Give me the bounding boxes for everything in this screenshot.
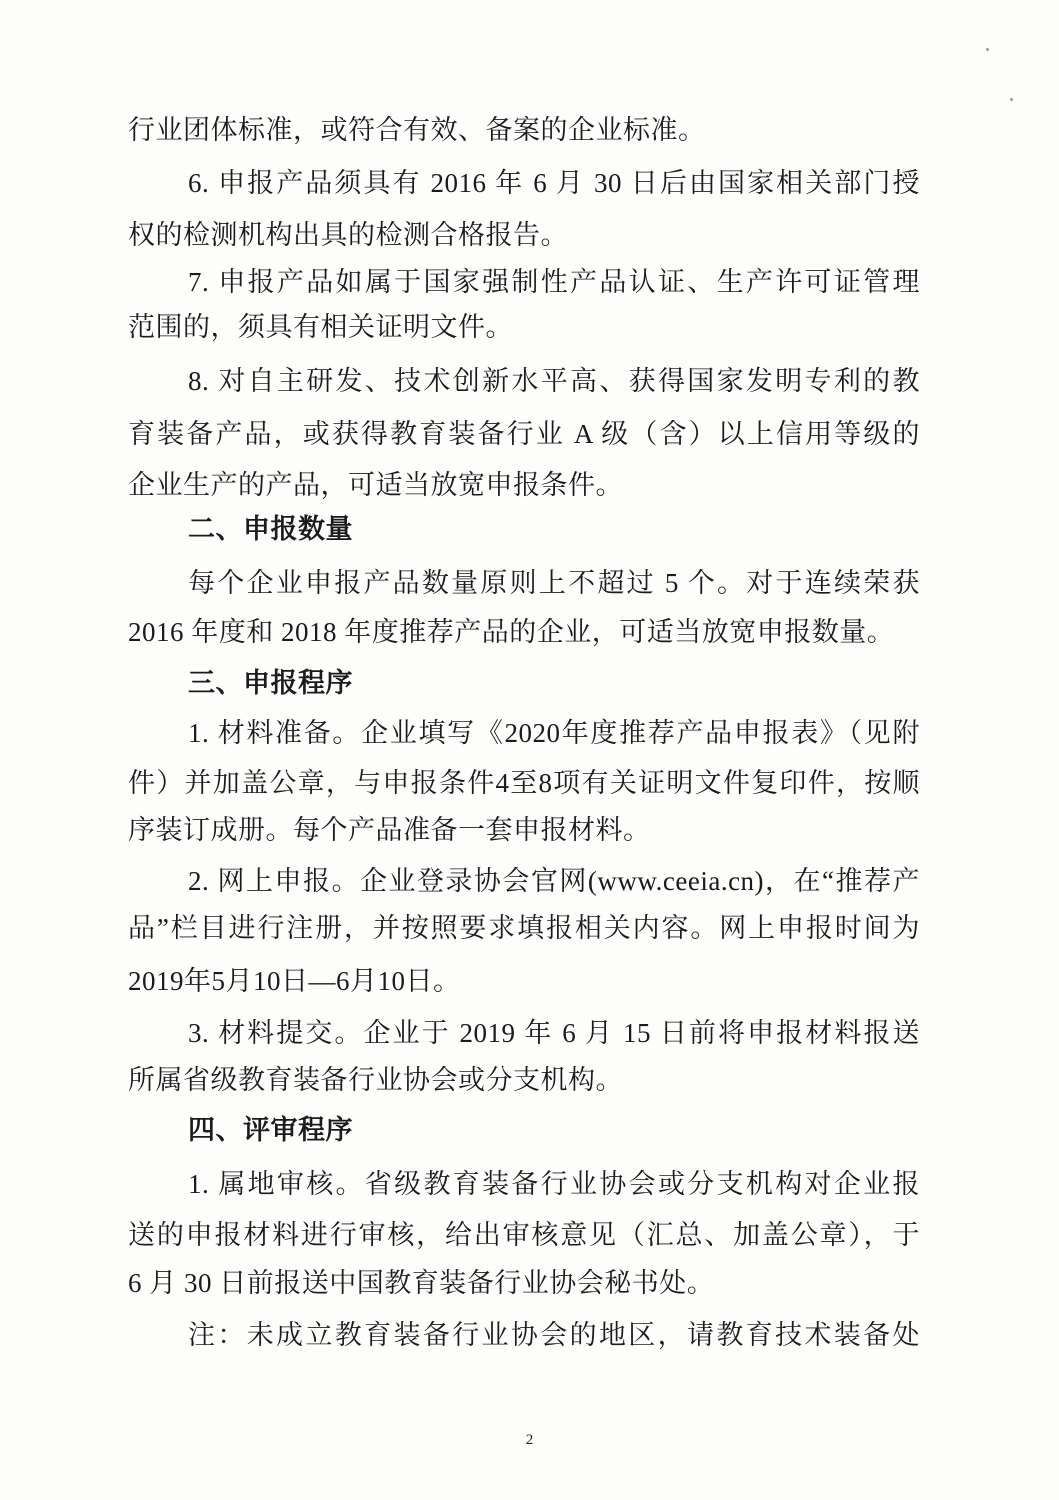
paragraph-line: 注：未成立教育装备行业协会的地区，请教育技术装备处 <box>188 1320 920 1350</box>
page-number: 2 <box>525 1432 534 1448</box>
paragraph-line: 送的申报材料进行审核，给出审核意见（汇总、加盖公章），于 <box>128 1220 920 1250</box>
paragraph-line: 企业生产的产品，可适当放宽申报条件。 <box>128 470 623 500</box>
section-heading-quantity: 二、申报数量 <box>188 514 353 545</box>
paragraph-line: 3. 材料提交。企业于 2019 年 6 月 15 日前将申报材料报送 <box>188 1018 920 1048</box>
scan-speck <box>1010 98 1013 101</box>
paragraph-line: 序装订成册。每个产品准备一套申报材料。 <box>128 815 651 845</box>
paragraph-line: 2016 年度和 2018 年度推荐产品的企业，可适当放宽申报数量。 <box>128 617 895 647</box>
paragraph-line: 1. 属地审核。省级教育装备行业协会或分支机构对企业报 <box>188 1169 920 1199</box>
paragraph-line: 权的检测机构出具的检测合格报告。 <box>128 220 568 250</box>
paragraph-line: 范围的，须具有相关证明文件。 <box>128 312 513 342</box>
section-heading-review: 四、评审程序 <box>188 1115 353 1146</box>
paragraph-line: 行业团体标准，或符合有效、备案的企业标准。 <box>128 115 706 145</box>
scan-speck <box>986 48 989 51</box>
paragraph-line: 育装备产品，或获得教育装备行业 A 级（含）以上信用等级的 <box>128 419 920 449</box>
paragraph-line: 6 月 30 日前报送中国教育装备行业协会秘书处。 <box>128 1268 715 1298</box>
paragraph-line: 2019年5月10日—6月10日。 <box>128 966 461 996</box>
paragraph-line: 8. 对自主研发、技术创新水平高、获得国家发明专利的教 <box>188 366 920 396</box>
paragraph-line: 6. 申报产品须具有 2016 年 6 月 30 日后由国家相关部门授 <box>188 168 920 198</box>
paragraph-line: 2. 网上申报。企业登录协会官网(www.ceeia.cn)，在“推荐产 <box>188 866 920 896</box>
paragraph-line: 1. 材料准备。企业填写《2020年度推荐产品申报表》（见附 <box>188 718 920 748</box>
paragraph-line: 件）并加盖公章，与申报条件4至8项有关证明文件复印件，按顺 <box>128 768 920 798</box>
paragraph-line: 品”栏目进行注册，并按照要求填报相关内容。网上申报时间为 <box>128 913 920 943</box>
paragraph-line: 7. 申报产品如属于国家强制性产品认证、生产许可证管理 <box>188 267 920 297</box>
paragraph-line: 所属省级教育装备行业协会或分支机构。 <box>128 1065 623 1095</box>
paragraph-line: 每个企业申报产品数量原则上不超过 5 个。对于连续荣获 <box>188 568 920 598</box>
section-heading-procedure: 三、申报程序 <box>188 668 353 699</box>
